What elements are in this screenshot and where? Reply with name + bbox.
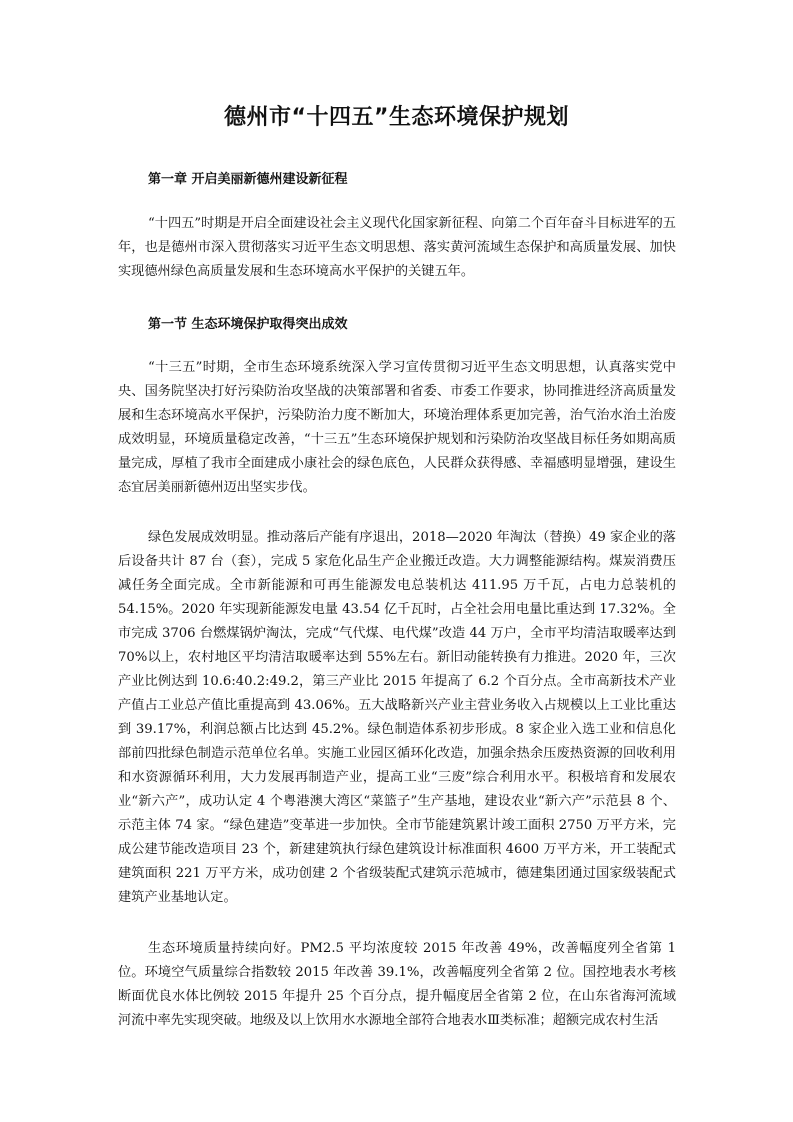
paragraph-thirteenth-five-year: “十三五”时期，全市生态环境系统深入学习宣传贯彻习近平生态文明思想，认真落实党中央、国务院坚决打好污染防治攻坚战的决策部署和省委、市委工作要求，协同推进经济高质量发展和生态环境高水平保护，污染防治力度不断加大，环境治理体系更加完善，治气治水治土治废成效明显，环境质量稳定改善，“十三五”生态环境保护规划和污染防治攻坚战目标任务如期高质量完成，厚植了我市全面建成小康社会的绿色底色，人民群众获得感、幸福感明显增强，建设生态宜居美丽新德州迈出坚实步伐。 — [118, 360, 676, 495]
paragraph-environment-quality: 生态环境质量持续向好。PM2.5 平均浓度较 2015 年改善 49%，改善幅度列全省第 1 位。环境空气质量综合指数较 2015 年改善 39.1%，改善幅度列全省第 2 位。国控地表水考核断面优良水体比例较 2015 年提升 25 个百分点，提升幅度居全省第 2 位，在山东省海河流域河流中率先实现突破。地级及以上饮用水水源地全部符合地表水Ⅲ类标准；超额完成农村生活 — [118, 941, 676, 1028]
chapter-heading: 第一章 开启美丽新德州建设新征程 — [148, 172, 348, 187]
section-heading: 第一节 生态环境保护取得突出成效 — [148, 317, 348, 332]
paragraph-intro: “十四五”时期是开启全面建设社会主义现代化国家新征程、向第二个百年奋斗目标进军的五年，也是德州市深入贯彻落实习近平生态文明思想、落实黄河流域生态保护和高质量发展、加快实现德州绿色高质量发展和生态环境高水平保护的关键五年。 — [118, 216, 676, 279]
document-title: 德州市“十四五”生态环境保护规划 — [224, 105, 569, 130]
paragraph-green-development: 绿色发展成效明显。推动落后产能有序退出，2018—2020 年淘汰（替换）49 家企业的落后设备共计 87 台（套），完成 5 家危化品生产企业搬迁改造。大力调整能源结构。煤炭消费压减任务全面完成。全市新能源和可再生能源发电总装机达 411.95 万千瓦，占电力总装机的 54.15%。2020 年实现新能源发电量 43.54 亿千瓦时，占全社会用电量比重达到 17.32%。全市完成 3706 台燃煤锅炉淘汰，完成“气代煤、电代煤”改造 44 万户，全市平均清洁取暖率达到 70%以上，农村地区平均清洁取暖率达到 55%左右。新旧动能转换有力推进。2020 年，三次产业比例达到 10.6:40.2:49.2，第三产业比 2015 年提高了 6.2 个百分点。全市高新技术产业产值占工业总产值比重提高到 43.06%。五大战略新兴产业主营业务收入占规模以上工业比重达到 39.17%，利润总额占比达到 45.2%。绿色制造体系初步形成。8 家企业入选工业和信息化部前四批绿色制造示范单位名单。实施工业园区循环化改造，加强余热余压废热资源的回收利用和水资源循环利用，大力发展再制造产业，提高工业“三废”综合利用水平。积极培育和发展农业“新六产”，成功认定 4 个粤港澳大湾区“菜篮子”生产基地，建设农业“新六产”示范县 8 个、示范主体 74 家。“绿色建造”变革进一步加快。全市节能建筑累计竣工面积 2750 万平方米，完成公建节能改造项目 23 个，新建建筑执行绿色建筑设计标准面积 4600 万平方米，开工装配式建筑面积 221 万平方米，成功创建 2 个省级装配式建筑示范城市，德建集团通过国家级装配式建筑产业基地认定。 — [118, 530, 676, 905]
